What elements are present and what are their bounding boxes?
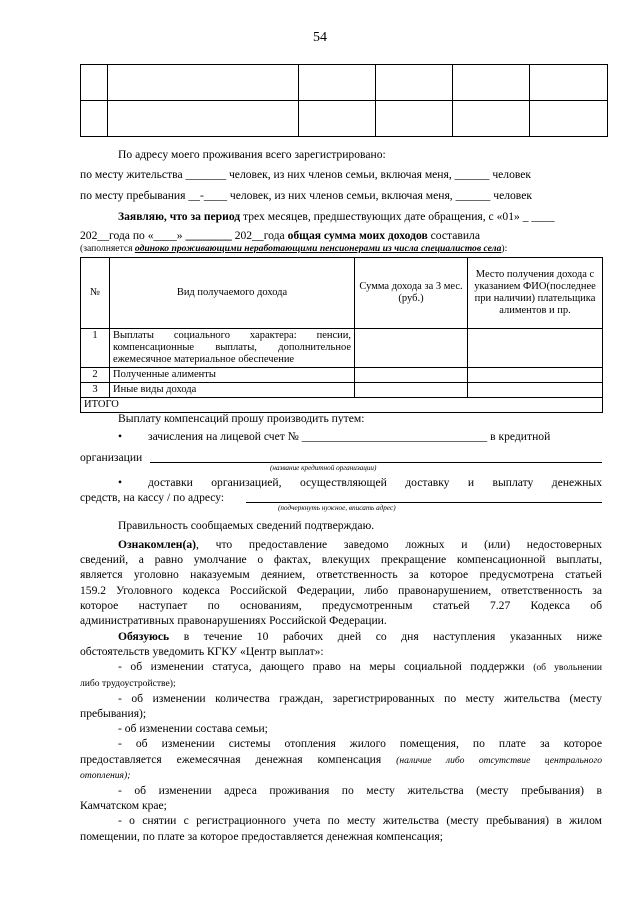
- list-item: - о снятии с регистрационного учета по месту жительства (месту пребывания) в жилом: [118, 814, 602, 828]
- bullet-1-text: зачисления на лицевой счет № ________________________________ в кредитной: [148, 430, 551, 443]
- obligation-paragraph: Обязуюсь в течение 10 рабочих дней со дня наступления указанных ниже обстоятельств уведомить КГКУ «Центр выплат»: - об изменении статуса, дающего право на меры социальной поддержки (об увольнении либо трудоустройстве); - об изменении количества граждан, зарегистрированных по месту жительства (месту пребывания); - об изменении состава семьи; - об изменении системы отопления жилого помещения, по плате за которое предоставляется ежемесячная денежная компенсация (наличие либо отсутствие центрального отопления); - об изменении адреса проживания по месту жительства (месту пребывания) в Камчатском крае; - о снятии с регистрационного учета по месту жительства (месту пребывания) в жилом помещении, по плате за которое предоставляется денежная компенсация;: [80, 630, 602, 843]
- header-num: №: [81, 258, 110, 329]
- header-sum: Сумма дохода за 3 мес. (руб.): [355, 258, 468, 329]
- registration-intro: По адресу моего проживания всего зарегистрировано:: [118, 148, 386, 161]
- bullet-2-text: доставки организацией, осуществляющей доставку и выплату денежных: [148, 476, 602, 489]
- account-number-field[interactable]: ________________________________: [301, 430, 488, 443]
- table-row: 2 Полученные алименты: [81, 368, 603, 383]
- address-label: средств, на кассу / по адресу:: [80, 491, 225, 504]
- header-place: Место получения дохода с указанием ФИО(последнее при наличии) плательщика алиментов и пр.: [468, 258, 603, 329]
- header-type: Вид получаемого дохода: [110, 258, 355, 329]
- list-item: - об изменении адреса проживания по месту жительства (месту пребывания) в: [118, 784, 602, 798]
- table-header-row: [81, 258, 603, 329]
- organization-caption: (название кредитной организации): [270, 464, 377, 472]
- table-row: 1 Выплаты социального характера: пенсии, компенсационные выплаты, дополнительное ежемесячное материальное обеспечение: [81, 329, 603, 368]
- acknowledged-lead: Ознакомлен(а): [118, 538, 197, 551]
- table-total-row: ИТОГО: [81, 398, 603, 413]
- declaration-note: (заполняется одиноко проживающими неработающими пенсионерами из числа специалистов села):: [80, 243, 508, 254]
- list-item: - об изменении системы отопления жилого помещения, по плате за которое: [118, 737, 602, 751]
- address-caption: (подчеркнуть нужное, вписать адрес): [278, 504, 396, 512]
- list-item: - об изменении статуса, дающего право на меры социальной поддержки (об увольнении: [118, 660, 602, 674]
- declaration-line-2: 202__года по «____» ________ 202__года общая сумма моих доходов составила: [80, 229, 480, 242]
- income-table: [80, 257, 603, 413]
- bullet-1-symbol: •: [118, 430, 123, 443]
- organization-field[interactable]: [150, 462, 602, 463]
- bullet-2-symbol: •: [118, 476, 123, 489]
- table-row: [81, 65, 608, 101]
- declaration-lead: Заявляю, что за период: [118, 210, 241, 223]
- confirm-text: Правильность сообщаемых сведений подтверждаю.: [118, 519, 375, 532]
- table-row: [81, 101, 608, 137]
- stay-line: по месту пребывания __-____ человек, из них членов семьи, включая меня, ______ человек: [80, 189, 532, 202]
- acknowledged-paragraph: Ознакомлен(а), что предоставление заведомо ложных и (или) недостоверных сведений, а равно умолчание о фактах, влекущих прекращение компенсационной выплаты, является уголовно наказуемым деянием, ответственность за которое предусмотрена статьей 159.2 Уголовного кодекса Российской Федерации, либо правонарушением, ответственность за которое наступает по основаниям, предусмотренным статьей 7.27 Кодекса об административных правонарушениях Российской Федерации.: [80, 538, 602, 628]
- list-item: - об изменении количества граждан, зарегистрированных по месту жительства (месту: [118, 691, 602, 705]
- top-continuation-table: [80, 64, 608, 137]
- declaration-line-1: [118, 210, 555, 224]
- address-field[interactable]: [246, 502, 602, 503]
- list-item: - об изменении состава семьи;: [118, 722, 268, 736]
- declaration-period: трех месяцев, предшествующих дате обращения, с «01» _ ____: [240, 210, 555, 223]
- declaration-bold: общая сумма моих доходов: [287, 229, 428, 242]
- payment-intro: Выплату компенсаций прошу производить путем:: [118, 412, 365, 425]
- obligation-lead: Обязуюсь: [118, 630, 170, 643]
- table-row: 3 Иные виды дохода: [81, 383, 603, 398]
- page-number: 54: [313, 30, 327, 45]
- residence-line: по месту жительства _______ человек, из них членов семьи, включая меня, ______ человек: [80, 168, 532, 181]
- organization-label: организации: [80, 451, 143, 464]
